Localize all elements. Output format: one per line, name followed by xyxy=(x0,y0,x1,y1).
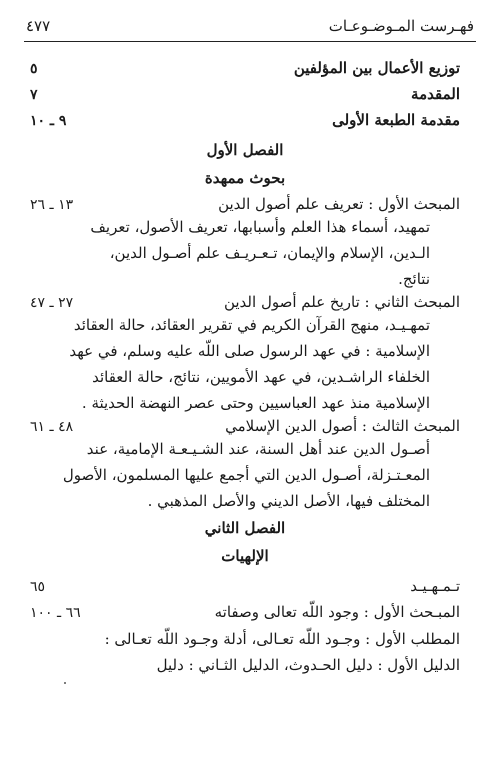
description-line: المختلف فيها، الأصل الديني والأصل المذهبي . xyxy=(147,492,430,510)
description-line: المطلب الأول : وجـود اللّه تعـالى، أدلة وجـود اللّه تعـالى : xyxy=(104,630,460,648)
toc-section-title: المبحث الثاني : تاريخ علم أصول الدين xyxy=(223,293,460,311)
toc-section-page: ٤٨ ـ ٦١ xyxy=(30,419,74,435)
description-line: الإسلامية : في عهد الرسول صلى اللّه عليه وسلم، في عهد xyxy=(69,342,430,360)
description-line: المعـتـزلة، أصـول الدين التي أجمع عليها المسلمون، الأصول xyxy=(62,466,430,484)
toc-entry-title: تـمـهـيـد xyxy=(410,577,460,595)
page-number: ٤٧٧ xyxy=(26,17,51,35)
section-description xyxy=(30,626,460,678)
description-line: نتائج. xyxy=(398,270,430,288)
chapter-heading: الفصل الأول xyxy=(206,141,284,159)
toc-section-title: المبـحث الأول : وجود اللّه تعالى وصفاته xyxy=(214,603,460,621)
toc-entry-page: ٥ xyxy=(30,61,38,77)
toc-section[interactable] xyxy=(30,194,460,214)
toc-section-page: ٦٦ ـ ١٠٠ xyxy=(30,605,81,621)
table-of-contents xyxy=(30,58,460,678)
description-line: تمهيد، أسماء هذا العلم وأسبابها، تعريف الأصول، تعريف xyxy=(90,218,430,236)
toc-entry-title: توزيع الأعمال بين المؤلفين xyxy=(293,59,460,77)
section-description xyxy=(30,214,460,292)
description-line: أصـول الدين عند أهل السنة، عند الشـيـعـة الإمامية، عند xyxy=(86,440,430,458)
running-head xyxy=(26,14,474,38)
stray-mark xyxy=(64,682,66,684)
toc-section-page: ١٣ ـ ٢٦ xyxy=(30,197,74,213)
toc-entry-page: ٧ xyxy=(30,87,38,103)
chapter-subheading: بحوث ممهدة xyxy=(204,169,286,187)
toc-section-page: ٢٧ ـ ٤٧ xyxy=(30,295,74,311)
running-head-title: فهـرست المـوضـوعـات xyxy=(328,17,474,35)
toc-section[interactable] xyxy=(30,602,460,622)
toc-entry-title: المقدمة xyxy=(411,85,460,103)
toc-entry-page: ٦٥ xyxy=(30,579,46,595)
chapter-heading: الفصل الثاني xyxy=(204,519,286,537)
toc-entry[interactable] xyxy=(30,58,460,78)
toc-section[interactable] xyxy=(30,416,460,436)
section-description xyxy=(30,436,460,514)
description-line: تمهـيـد، منهج القرآن الكريم في تقرير العقائد، حالة العقائد xyxy=(73,316,430,334)
toc-section-title: المبحث الأول : تعريف علم أصول الدين xyxy=(218,195,460,213)
toc-section[interactable] xyxy=(30,292,460,312)
description-line: الدليل الأول : دليل الحـدوث، الدليل الثـاني : دليل xyxy=(156,656,460,674)
description-line: الخلفاء الراشـدين، في عهد الأمويين، نتائج، حالة العقائد xyxy=(92,368,430,386)
toc-entry[interactable] xyxy=(30,576,460,596)
section-description xyxy=(30,312,460,416)
toc-entry[interactable] xyxy=(30,110,460,130)
description-line: الـدين، الإسلام والإيمان، تـعـريـف علم أصـول الدين، xyxy=(109,244,430,262)
toc-entry-page: ٩ ـ ١٠ xyxy=(30,113,67,129)
toc-entry-title: مقدمة الطبعة الأولى xyxy=(332,111,460,129)
description-line: الإسلامية منذ عهد العباسيين وحتى عصر النهضة الحديثة . xyxy=(81,394,430,412)
header-rule xyxy=(24,41,476,42)
toc-entry[interactable] xyxy=(30,84,460,104)
toc-section-title: المبحث الثالث : أصول الدين الإسلامي xyxy=(225,417,460,435)
chapter-subheading: الإلهيات xyxy=(221,547,269,565)
